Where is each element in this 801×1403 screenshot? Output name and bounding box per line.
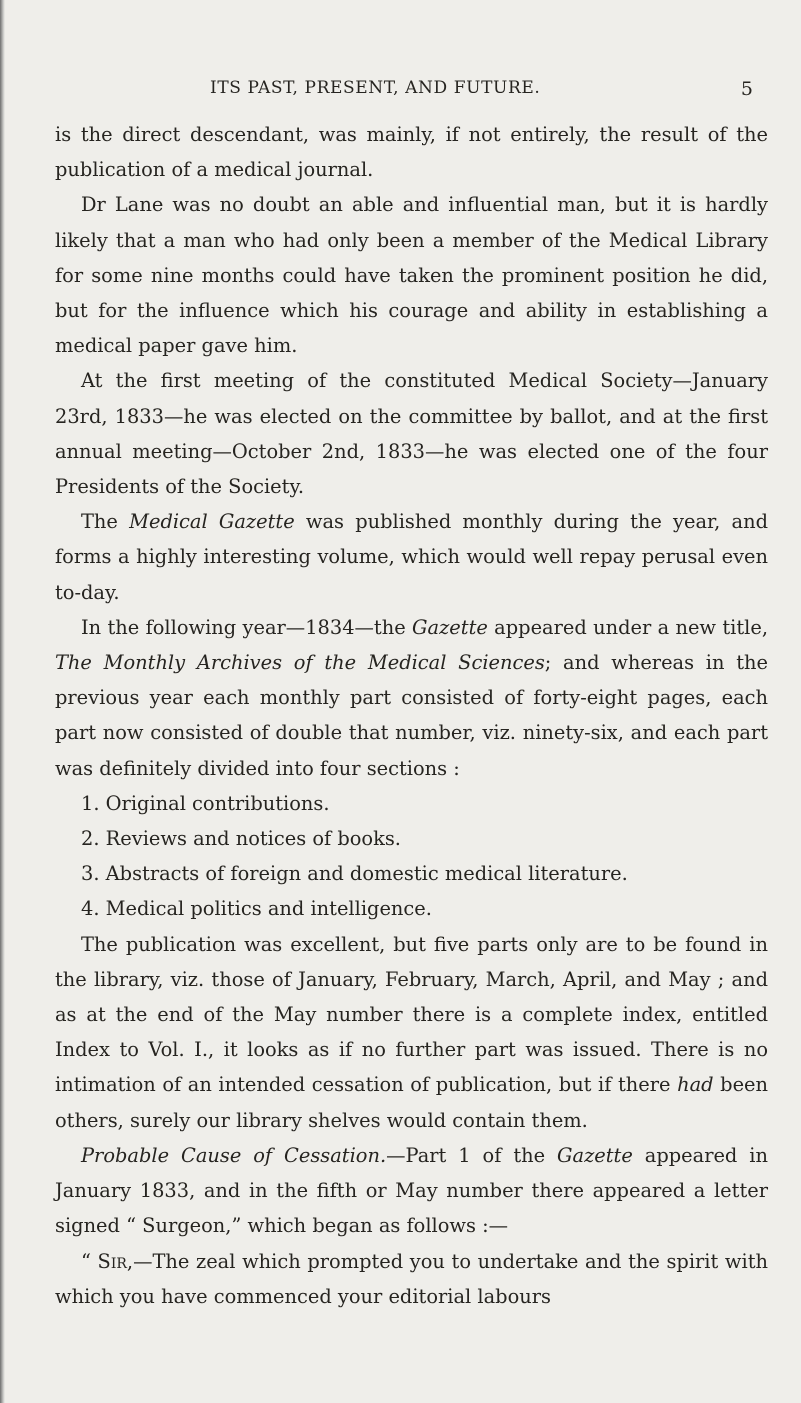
list-item: 3. Abstracts of foreign and domestic medical literature. <box>81 862 628 886</box>
paragraph-1: is the direct descendant, was mainly, if not entirely, the result of the publication of a medical journal. <box>55 123 768 182</box>
page-header <box>0 78 801 108</box>
paragraph-6 <box>55 927 768 1138</box>
paragraph-7 <box>55 1138 768 1244</box>
paragraph-2: Dr Lane was no doubt an able and influential man, but it is hardly likely that a man who had only been a member of the Medical Library for some nine months could have taken the prominent position he did, but for the influence which his courage and ability in establishing a medical paper gave him. <box>55 193 768 358</box>
journal-title: Gazette <box>557 1143 633 1167</box>
page-number: 5 <box>740 78 753 100</box>
text-run: The publication was excellent, but five parts only are to be found in the library, viz. those of January, February, March, April, and May ; and as at the end of the May number there is a complete index, entitled Index to Vol. I., it looks as if no further part was issued. There is no intimation of an intended cessation of publication, but if there <box>55 932 768 1097</box>
list-item: 1. Original contributions. <box>81 791 330 815</box>
salutation: Sir <box>97 1249 127 1273</box>
list-item: 2. Reviews and notices of books. <box>81 827 401 851</box>
text-run: appeared in January 1833, and in the fifth or May number there appeared a letter signed “ Surgeon,” which began as follows :— <box>55 1143 768 1238</box>
body-text <box>55 117 768 1314</box>
text-run: ; and whereas in the previous year each monthly part consisted of forty-eight pages, each part now consisted of double that number, viz. ninety-six, and each part was definitely divided into four sections : <box>55 651 768 780</box>
text-run: In the following year—1834—the <box>81 615 413 639</box>
text-run: was published monthly during the year, and forms a highly interesting volume, which would well repay perusal even to-day. <box>55 510 768 604</box>
text-run: The <box>81 510 130 534</box>
emphasis: had <box>677 1073 714 1097</box>
paragraph-8 <box>55 1244 768 1314</box>
journal-title: Gazette <box>412 615 488 639</box>
text-run: been others, surely our library shelves would contain them. <box>55 1073 769 1132</box>
text-run: appeared under a new title, <box>487 615 768 639</box>
paragraph-3: At the first meeting of the constituted Medical Society—January 23rd, 1833—he was elected on the committee by ballot, and at the first annual meeting—October 2nd, 1833—he was elected one of the four Presidents of the Society. <box>55 369 768 499</box>
journal-title: Medical Gazette <box>129 510 295 534</box>
journal-title: The Monthly Archives of the Medical Sciences <box>55 651 545 675</box>
list-item: 4. Medical politics and intelligence. <box>81 897 432 921</box>
text-run: ,—The zeal which prompted you to undertake and the spirit with which you have commenced your editorial labours <box>55 1249 769 1308</box>
text-run: —Part 1 of the <box>386 1143 558 1167</box>
paragraph-4 <box>55 504 768 610</box>
paragraph-5 <box>55 610 768 786</box>
running-head: ITS PAST, PRESENT, AND FUTURE. <box>210 78 541 98</box>
section-heading: Probable Cause of Cessation. <box>81 1143 387 1167</box>
text-run: “ <box>81 1249 98 1273</box>
